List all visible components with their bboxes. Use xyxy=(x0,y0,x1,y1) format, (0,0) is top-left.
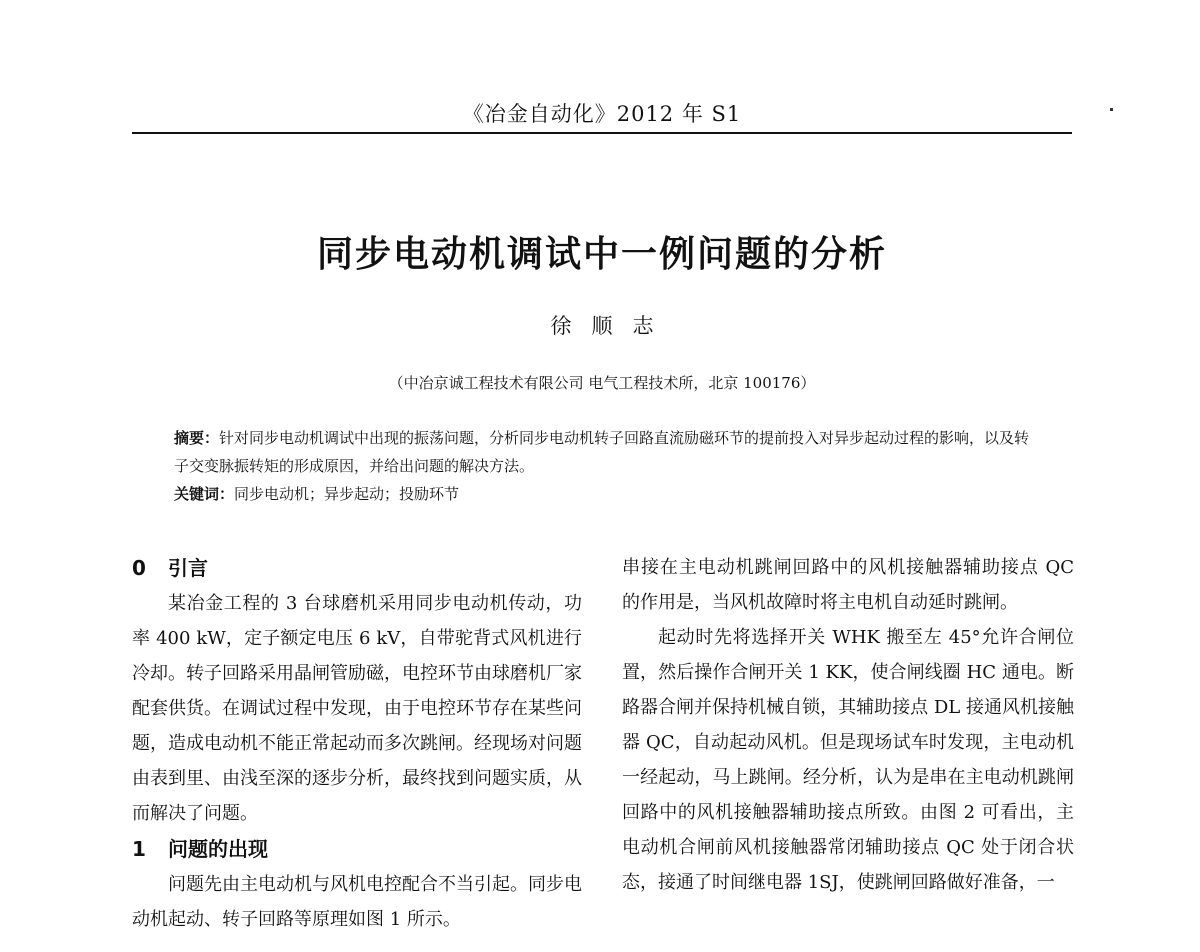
scan-speck xyxy=(1110,108,1113,111)
keywords-paragraph xyxy=(174,480,1044,508)
keywords-label: 关键词： xyxy=(174,485,235,503)
section-heading-intro xyxy=(132,550,582,586)
header-rule xyxy=(132,132,1072,134)
section-title: 问题的出现 xyxy=(168,837,268,861)
startup-paragraph: 起动时先将选择开关 WHK 搬至左 45°允许合闸位置，然后操作合闸开关 1 KK，使合闸线圈 HC 通电。断路器合闸并保持机械自锁，其辅助接点 DL 接通风机接触器 QC，自动起动风机。但是现场试车时发现，主电动机一经起动，马上跳闸。经分析，认为是串在主电动机跳闸回路中的风机接触器辅助接点所致。由图 2 可看出，主电动机合闸前风机接触器常闭辅助接点 QC 处于闭合状态，接通了时间继电器 1SJ，使跳闸回路做好准备，一 xyxy=(622,627,1074,893)
continued-paragraph: 串接在主电动机跳闸回路中的风机接触器辅助接点 QC 的作用是，当风机故障时将主电机自动延时跳闸。 xyxy=(622,557,1074,613)
section-heading-problem xyxy=(132,831,582,867)
abstract-text: 针对同步电动机调试中出现的振荡问题，分析同步电动机转子回路直流励磁环节的提前投入对异步起动过程的影响，以及转子交变脉振转矩的形成原因，并给出问题的解决方法。 xyxy=(174,429,1030,475)
author-affiliation: （中冶京诚工程技术有限公司 电气工程技术所，北京 100176） xyxy=(388,374,816,392)
problem-paragraph: 问题先由主电动机与风机电控配合不当引起。同步电动机起动、转子回路等原理如图 1 所示。 xyxy=(132,874,582,930)
article-title: 同步电动机调试中一例问题的分析 xyxy=(316,234,887,275)
running-header: 《冶金自动化》2012 年 S1 xyxy=(462,102,742,126)
keywords-text: 同步电动机；异步起动；投励环节 xyxy=(234,485,460,503)
abstract-label: 摘要： xyxy=(174,429,220,447)
section-number: 0 xyxy=(132,556,146,580)
section-title: 引言 xyxy=(168,556,208,580)
abstract-block xyxy=(174,424,1044,508)
abstract-paragraph xyxy=(174,424,1044,480)
right-column xyxy=(622,550,1074,900)
intro-paragraph: 某冶金工程的 3 台球磨机采用同步电动机传动，功率 400 kW，定子额定电压 6 kV，自带驼背式风机进行冷却。转子回路采用晶闸管励磁，电控环节由球磨机厂家配套供货。在调试过程中发现，由于电控环节存在某些问题，造成电动机不能正常起动而多次跳闸。经现场对问题由表到里、由浅至深的逐步分析，最终找到问题实质，从而解决了问题。 xyxy=(132,593,582,824)
author-name: 徐顺志 xyxy=(550,314,674,338)
section-number: 1 xyxy=(132,837,146,861)
left-column xyxy=(132,550,582,937)
